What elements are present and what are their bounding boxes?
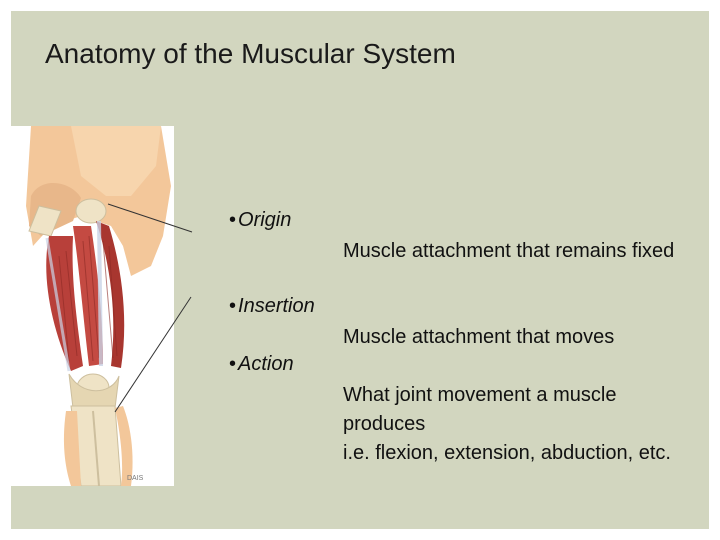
- bullet: •: [229, 209, 237, 231]
- term-insertion-label: Insertion: [238, 295, 315, 317]
- term-insertion: [229, 295, 315, 318]
- arm-anatomy-image: [11, 126, 174, 486]
- definition-action-text: What joint movement a muscle produces: [343, 384, 617, 435]
- definition-action: [343, 381, 703, 468]
- term-action: [229, 353, 294, 376]
- term-action-label: Action: [238, 353, 294, 375]
- bullet: •: [229, 295, 237, 317]
- definition-insertion: Muscle attachment that moves: [343, 326, 615, 348]
- term-origin: [229, 209, 291, 232]
- slide-title: Anatomy of the Muscular System: [45, 38, 456, 69]
- action-examples: i.e. flexion, extension, abduction, etc.: [343, 442, 671, 464]
- arm-anatomy-illustration: [11, 126, 174, 486]
- bullet: •: [229, 353, 237, 375]
- definition-origin: Muscle attachment that remains fixed: [343, 240, 675, 262]
- term-origin-label: Origin: [238, 209, 292, 231]
- svg-text:DAIS: DAIS: [127, 475, 144, 482]
